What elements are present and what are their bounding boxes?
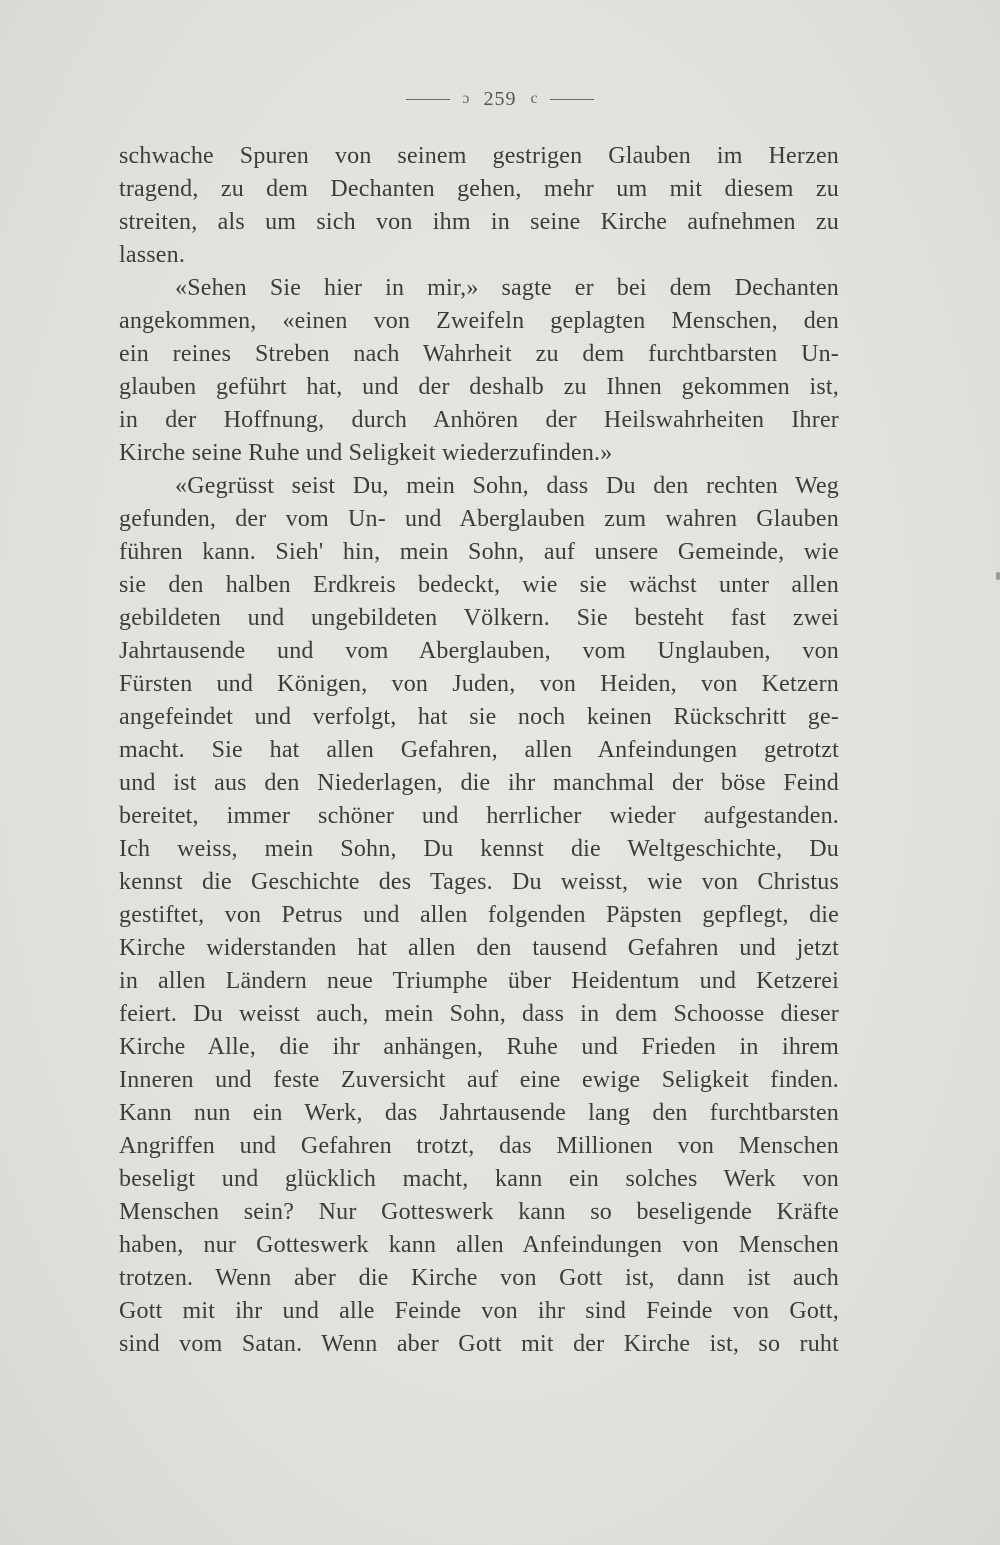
text-line: Angriffen und Gefahren trotzt, das Millionen von Menschen — [119, 1133, 839, 1159]
text-line: lassen. — [119, 242, 186, 268]
text-line: Menschen sein? Nur Gotteswerk kann so beseligende Kräfte — [119, 1199, 839, 1225]
text-line: beseligt und glücklich macht, kann ein solches Werk von — [119, 1166, 839, 1192]
header-rule-left — [406, 99, 450, 100]
text-line: tragend, zu dem Dechanten gehen, mehr um mit diesem zu — [119, 176, 839, 202]
page-number: 259 — [483, 87, 517, 110]
text-line: trotzen. Wenn aber die Kirche von Gott ist, dann ist auch — [119, 1265, 839, 1291]
text-line: Ich weiss, mein Sohn, Du kennst die Weltgeschichte, Du — [119, 836, 839, 862]
text-line: haben, nur Gotteswerk kann allen Anfeindungen von Menschen — [119, 1232, 839, 1258]
text-line: angekommen, «einen von Zweifeln geplagten Menschen, den — [119, 308, 839, 334]
text-line: führen kann. Sieh' hin, mein Sohn, auf unsere Gemeinde, wie — [119, 539, 839, 565]
text-line: glauben geführt hat, und der deshalb zu Ihnen gekommen ist, — [119, 374, 839, 400]
text-line: Kirche Alle, die ihr anhängen, Ruhe und Frieden in ihrem — [119, 1034, 839, 1060]
text-line: Kirche seine Ruhe und Seligkeit wiederzufinden.» — [119, 440, 613, 466]
text-line: in der Hoffnung, durch Anhören der Heilswahrheiten Ihrer — [119, 407, 839, 433]
text-line: in allen Ländern neue Triumphe über Heidentum und Ketzerei — [119, 968, 839, 994]
text-line: Jahrtausende und vom Aberglauben, vom Unglauben, von — [119, 638, 839, 664]
header-rule-right — [550, 99, 594, 100]
text-line: gebildeten und ungebildeten Völkern. Sie besteht fast zwei — [119, 605, 839, 631]
text-line: ein reines Streben nach Wahrheit zu dem furchtbarsten Un- — [119, 341, 839, 367]
text-line: Fürsten und Königen, von Juden, von Heiden, von Ketzern — [119, 671, 839, 697]
text-line: «Gegrüsst seist Du, mein Sohn, dass Du den rechten Weg — [175, 473, 839, 499]
text-line: bereitet, immer schöner und herrlicher wieder aufgestanden. — [119, 803, 839, 829]
text-line: sie den halben Erdkreis bedeckt, wie sie wächst unter allen — [119, 572, 839, 598]
header-ornament-left: ɔ — [462, 90, 470, 107]
text-line: gestiftet, von Petrus und allen folgenden Päpsten gepflegt, die — [119, 902, 839, 928]
text-line: Kann nun ein Werk, das Jahrtausende lang den furchtbarsten — [119, 1100, 839, 1126]
paper-speck — [996, 572, 1000, 580]
text-line: schwache Spuren von seinem gestrigen Glauben im Herzen — [119, 143, 839, 169]
text-line: «Sehen Sie hier in mir,» sagte er bei dem Dechanten — [175, 275, 839, 301]
text-line: Gott mit ihr und alle Feinde von ihr sind Feinde von Gott, — [119, 1298, 839, 1324]
text-line: Kirche widerstanden hat allen den tausend Gefahren und jetzt — [119, 935, 839, 961]
text-line: macht. Sie hat allen Gefahren, allen Anfeindungen getrotzt — [119, 737, 839, 763]
header-ornament-right: c — [530, 90, 538, 107]
text-line: feiert. Du weisst auch, mein Sohn, dass in dem Schoosse dieser — [119, 1001, 839, 1027]
text-line: angefeindet und verfolgt, hat sie noch keinen Rückschritt ge- — [119, 704, 839, 730]
page-body-text — [119, 140, 839, 1361]
text-line: und ist aus den Niederlagen, die ihr manchmal der böse Feind — [119, 770, 839, 796]
text-line: kennst die Geschichte des Tages. Du weisst, wie von Christus — [119, 869, 839, 895]
text-line: Inneren und feste Zuversicht auf eine ewige Seligkeit finden. — [119, 1067, 839, 1093]
text-line: gefunden, der vom Un- und Aberglauben zum wahren Glauben — [119, 506, 839, 532]
text-line: streiten, als um sich von ihm in seine Kirche aufnehmen zu — [119, 209, 839, 235]
text-line: sind vom Satan. Wenn aber Gott mit der Kirche ist, so ruht — [119, 1331, 839, 1357]
running-header — [0, 84, 1000, 114]
